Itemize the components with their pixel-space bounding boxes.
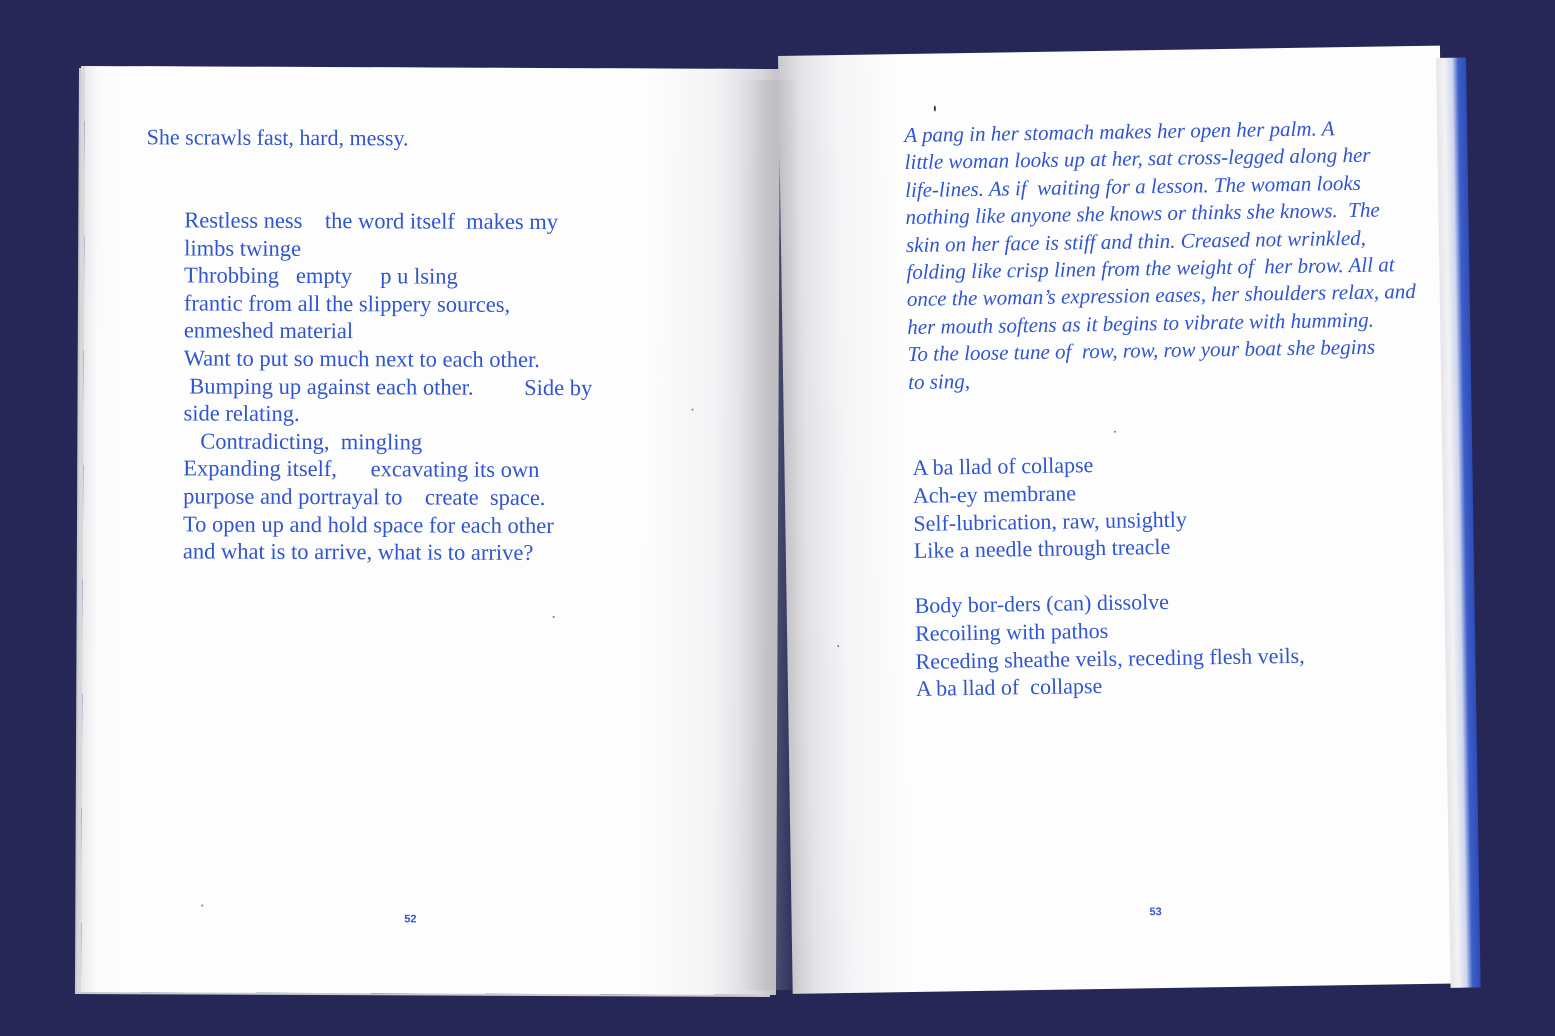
prose-line: to sing, bbox=[907, 368, 971, 394]
prose-line: once the woman’s expression eases, her shoulders relax, and bbox=[906, 279, 1416, 312]
paper-speck bbox=[837, 645, 839, 647]
poem-line: To open up and hold space for each other bbox=[182, 510, 554, 538]
paper-speck bbox=[934, 106, 936, 112]
prose-line: her mouth softens as it begins to vibrate with humming. bbox=[907, 307, 1375, 339]
prose-line: A pang in her stomach makes her open her palm. A bbox=[904, 116, 1335, 148]
stanza-line: A ba llad of collapse bbox=[915, 673, 1103, 702]
right-page-number: 53 bbox=[1149, 906, 1162, 919]
stanza-line: A ba llad of collapse bbox=[912, 452, 1094, 480]
poem-line: Contradicting, mingling bbox=[183, 428, 423, 455]
poem-line: and what is to arrive, what is to arrive? bbox=[182, 538, 534, 566]
left-page-number: 52 bbox=[404, 913, 417, 926]
poem-line: Want to put so much next to each other. bbox=[183, 345, 541, 372]
paper-speck bbox=[553, 616, 555, 618]
paper-speck bbox=[1114, 431, 1116, 433]
song-stanza-1 bbox=[912, 450, 1187, 565]
poem-line: enmeshed material bbox=[183, 317, 354, 344]
paper-speck bbox=[692, 409, 694, 411]
prose-line: life-lines. As if waiting for a lesson. The woman looks bbox=[904, 170, 1362, 202]
prose-line: little woman looks up at her, sat cross-legged along her bbox=[904, 143, 1371, 175]
stanza-line: Recoiling with pathos bbox=[914, 617, 1109, 646]
song-stanza-2 bbox=[914, 586, 1305, 703]
prose-line: folding like crisp linen from the weight of her brow. All at bbox=[906, 252, 1395, 285]
left-page-poem bbox=[183, 206, 593, 566]
poem-line: limbs twinge bbox=[184, 235, 302, 261]
paper-speck bbox=[201, 905, 203, 907]
stanza-line: Body bor-ders (can) dissolve bbox=[914, 588, 1170, 618]
right-page-prose bbox=[904, 114, 1418, 396]
left-page-intro: She scrawls fast, hard, messy. bbox=[146, 124, 409, 151]
poem-line: Throbbing empty p u lsing bbox=[184, 262, 458, 289]
poem-line: Restless ness the word itself makes my bbox=[184, 207, 559, 235]
prose-line: skin on her face is stiff and thin. Creased not wrinkled, bbox=[905, 225, 1367, 257]
poem-line: side relating. bbox=[183, 400, 300, 427]
stanza-line: Self-lubrication, raw, unsightly bbox=[913, 506, 1188, 536]
right-page bbox=[778, 46, 1455, 994]
prose-line: To the loose tune of row, row, row your boat she begins bbox=[907, 334, 1376, 367]
prose-line: nothing like anyone she knows or thinks she knows. The bbox=[905, 197, 1380, 230]
poem-line: frantic from all the slippery sources, bbox=[183, 290, 511, 317]
poem-line: purpose and portrayal to create space. bbox=[183, 483, 546, 510]
stanza-line: Like a needle through treacle bbox=[913, 534, 1171, 564]
stanza-line: Ach-ey membrane bbox=[912, 480, 1077, 508]
poem-line: Expanding itself, excavating its own bbox=[183, 455, 540, 483]
poem-line: Bumping up against each other. Side by bbox=[183, 372, 593, 400]
stanza-line: Receding sheathe veils, receding flesh veils, bbox=[915, 642, 1305, 674]
left-page bbox=[81, 66, 780, 995]
